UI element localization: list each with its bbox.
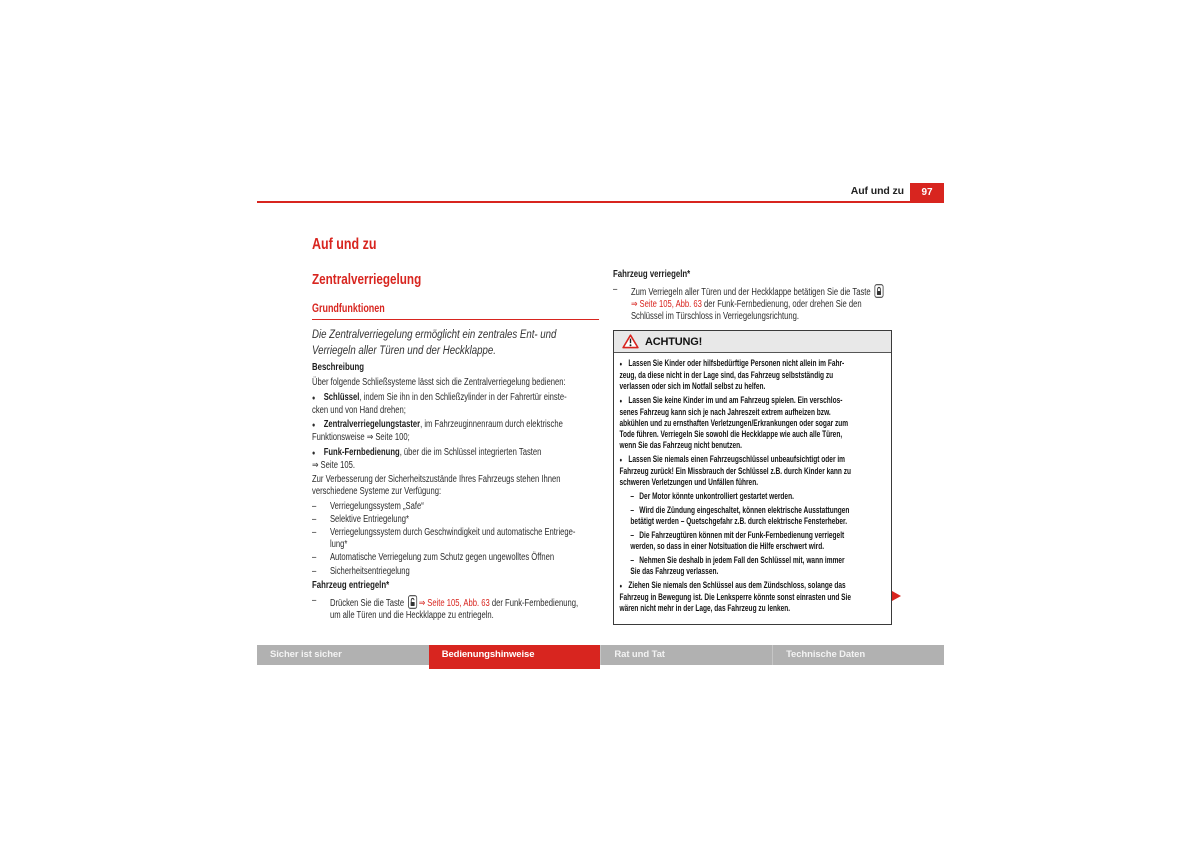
tab-rat-und-tat[interactable]: Rat und Tat [600,645,772,665]
unlock-heading: Fahrzeug entriegeln* [312,579,390,591]
dash-icon: – [630,555,635,566]
bullet-icon: ● [312,449,316,457]
warning-header [614,331,891,353]
lock-button-icon [874,284,883,298]
running-header-label: Auf und zu [850,185,904,197]
step-text: der Funk-Fernbedienung, um alle Türen und die Heckklappe zu entriegeln. [329,597,579,621]
warning-text: Lassen Sie Kinder oder hilfsbedürftige Personen nicht allein im Fahr- zeug, da diese nicht in der Lage sind, das Fahrzeug selbstständig zu verlassen oder sich im Notfall selbst zu helfen. [619,358,845,392]
bullet-icon: ● [619,398,623,405]
warning-content [614,353,889,624]
tab-technische-daten[interactable]: Technische Daten [772,645,944,665]
page-title: Auf und zu [312,236,377,253]
lock-step [613,284,892,324]
dash-icon: – [630,530,635,541]
dash-icon: – [630,491,635,502]
warning-text: Nehmen Sie deshalb in jedem Fall den Schlüssel mit, wann immer Sie das Fahrzeug verlassen. [630,555,845,577]
bullet-icon: ● [619,457,623,464]
bullet-icon: ● [619,361,623,368]
warning-text: Lassen Sie niemals einen Fahrzeugschlüssel unbeaufsichtigt oder im Fahrzeug zurück! Ein Missbrauch der Schlüssel z.B. durch Kinder kann zu schweren Verletzungen und Unfällen führen. [619,454,852,488]
warning-text: Die Fahrzeugtüren können mit der Funk-Fernbedienung verriegelt werden, so dass in einer Notsituation die Hilfe erschwert wird. [630,530,845,552]
bullet-icon: ● [312,422,316,429]
footer-tab-bar [257,645,944,665]
description-heading: Beschreibung [312,362,365,373]
warning-text: Wird die Zündung eingeschaltet, können elektrische Ausstattungen betätigt werden – Quetschgefahr z.B. durch elektrische Fensterheber. [630,505,850,527]
warning-title: ACHTUNG! [645,335,703,348]
warning-triangle-icon [622,334,639,349]
bullet-icon: ● [619,583,623,590]
warning-text: Lassen Sie keine Kinder im und am Fahrzeug spielen. Ein verschlos- senes Fahrzeug kann sich je nach Jahreszeit extrem aufheizen bzw. abkühlen und zu ernsthaften Verletzungen/Erkrankungen oder sogar zum Tode führen. Verriegeln Sie sowohl die Heckklappe wie auch alle Türen, wenn Sie das Fahrzeug nicht benutzen. [619,395,849,451]
warning-box [613,330,892,625]
bullet-item [312,392,599,417]
bullet-lead: Schlüssel [323,391,360,403]
dash-icon: – [312,513,317,525]
bullet-text: , über die im Schlüssel integrierten Tasten ⇒ Seite 105. [312,446,542,471]
page-number-badge: 97 [910,183,944,202]
dash-icon: – [312,594,317,606]
warning-item [619,454,882,488]
list-item [312,527,599,551]
list-item-text: Verriegelungssystem durch Geschwindigkeit und automatische Entriege- lung* [329,526,576,551]
cross-reference-link[interactable]: ⇒ Seite 105, Abb. 63 [418,597,490,609]
warning-subitem [630,555,882,577]
warning-subitem [630,491,882,502]
step-text: Zum Verriegeln aller Türen und der Heckklappe betätigen Sie die Taste [630,287,873,298]
bullet-text: , indem Sie ihn in den Schließzylinder in der Fahrertür einste- cken und von Hand drehen; [312,391,567,416]
bullet-item [312,419,599,444]
unlock-button-icon [408,595,417,609]
step-text: Drücken Sie die Taste [329,597,407,609]
header-rule [257,201,944,203]
lead-paragraph: Die Zentralverriegelung ermöglicht ein zentrales Ent- und Verriegeln aller Türen und der Heckklappe. [312,327,557,357]
list-item-text: Automatische Verriegelung zum Schutz gegen ungewolltes Öffnen [329,552,555,564]
left-column [312,236,599,623]
dash-icon: – [613,284,618,295]
list-item [312,566,599,578]
step-text: der Funk-Fernbedienung, oder drehen Sie den Schlüssel im Türschloss in Verriegelungsrichtung. [630,299,862,323]
warning-item [619,395,882,451]
bullet-item [312,447,599,472]
systems-intro: Zur Verbesserung der Sicherheitszustände Ihres Fahrzeugs stehen Ihnen verschiedene Systeme zur Verfügung: [312,474,561,497]
lock-heading: Fahrzeug verriegeln* [613,269,691,280]
dash-icon: – [312,500,317,512]
bullet-icon: ● [312,394,316,402]
right-column [613,267,892,325]
unlock-step [312,595,599,622]
dash-icon: – [312,565,317,577]
dash-icon: – [312,526,317,538]
list-item [312,514,599,526]
list-item-text: Selektive Entriegelung* [329,513,409,525]
tab-sicher-ist-sicher[interactable]: Sicher ist sicher [257,645,429,665]
list-item-text: Verriegelungssystem „Safe“ [329,500,424,512]
warning-text: Ziehen Sie niemals den Schlüssel aus dem Zündschloss, solange das Fahrzeug in Bewegung ist. Die Lenksperre könnte sonst einrasten und Sie wären nicht mehr in der Lage, das Fahrzeug zu lenken. [619,580,852,614]
warning-subitem [630,530,882,552]
list-item [312,501,599,513]
list-item-text: Sicherheitsentriegelung [329,565,410,577]
section-title: Zentralverriegelung [312,271,422,288]
continuation-arrow-icon [892,591,901,601]
list-item [312,552,599,564]
tab-bedienungshinweise[interactable]: Bedienungshinweise [429,645,601,669]
warning-text: Der Motor könnte unkontrolliert gestartet werden. [639,491,794,502]
warning-subitem [630,505,882,527]
dash-icon: – [630,505,635,516]
subsection-title: Grundfunktionen [312,303,599,320]
bullet-lead: Zentralverriegelungstaster [323,419,421,430]
bullet-lead: Funk-Fernbedienung [323,446,400,458]
warning-item [619,580,882,614]
dash-icon: – [312,552,317,564]
intro-paragraph: Über folgende Schließsysteme lässt sich die Zentralverriegelung bedienen: [312,377,566,388]
cross-reference-link[interactable]: ⇒ Seite 105, Abb. 63 [630,299,702,311]
bullet-text: , im Fahrzeuginnenraum durch elektrische Funktionsweise ⇒ Seite 100; [312,419,563,443]
warning-item [619,358,882,392]
